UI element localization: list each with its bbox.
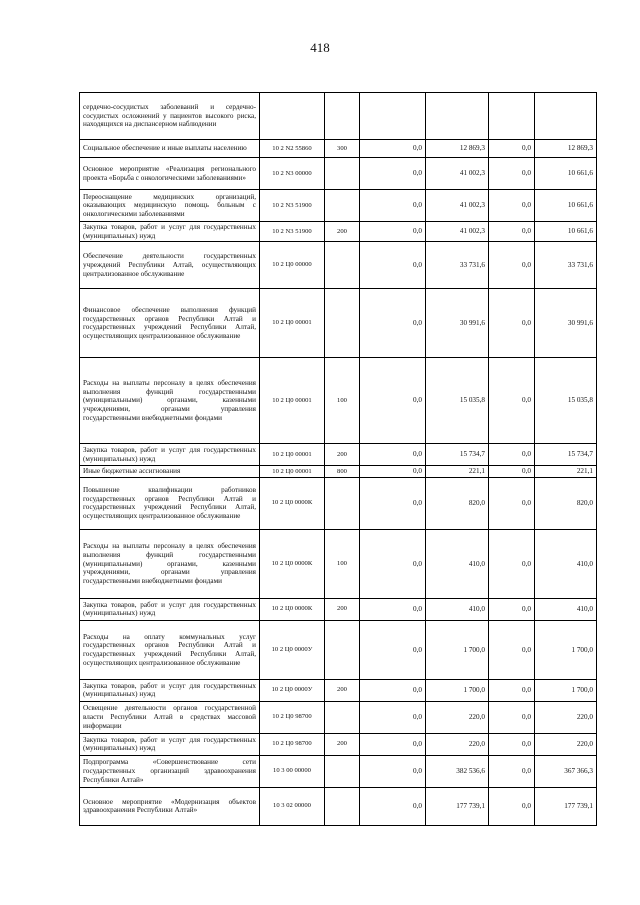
- amount-col-3: 0,0: [489, 289, 535, 358]
- amount-col-2: 177 739,1: [426, 787, 489, 825]
- amount-col-2: 1 700,0: [426, 620, 489, 679]
- amount-col-4: 30 991,6: [535, 289, 597, 358]
- target-code: 10 2 Ц0 0000У: [260, 620, 325, 679]
- target-code: 10 2 N3 51900: [260, 222, 325, 242]
- expense-type: 200: [325, 222, 360, 242]
- target-code: 10 2 Ц0 00001: [260, 444, 325, 466]
- amount-col-4: 177 739,1: [535, 787, 597, 825]
- expense-type: 200: [325, 444, 360, 466]
- amount-col-4: 820,0: [535, 477, 597, 529]
- amount-col-2: 410,0: [426, 529, 489, 598]
- row-name: Закупка товаров, работ и услуг для государственных (муниципальных) нужд: [80, 222, 260, 242]
- page-number: 418: [310, 40, 330, 55]
- table-row: [80, 701, 597, 733]
- amount-col-4: 1 700,0: [535, 679, 597, 701]
- target-code: 10 2 Ц0 0000У: [260, 679, 325, 701]
- row-name: Основное мероприятие «Реализация регионального проекта «Борьба с онкологическими заболеваниями»: [80, 158, 260, 190]
- amount-col-2: 15 035,8: [426, 358, 489, 444]
- amount-col-1: 0,0: [360, 289, 426, 358]
- amount-col-1: 0,0: [360, 222, 426, 242]
- table-row: [80, 289, 597, 358]
- amount-col-2: 220,0: [426, 733, 489, 755]
- expense-type: 100: [325, 529, 360, 598]
- expense-type: [325, 477, 360, 529]
- row-name: Закупка товаров, работ и услуг для государственных (муниципальных) нужд: [80, 444, 260, 466]
- table-row: [80, 140, 597, 158]
- amount-col-4: 12 869,3: [535, 140, 597, 158]
- amount-col-3: 0,0: [489, 190, 535, 222]
- amount-col-2: 382 536,6: [426, 755, 489, 787]
- amount-col-4: 220,0: [535, 733, 597, 755]
- amount-col-4: 410,0: [535, 529, 597, 598]
- amount-col-1: 0,0: [360, 140, 426, 158]
- row-name: сердечно-сосудистых заболеваний и сердечно-сосудистых осложнений у пациентов высокого риска, находящихся на диспансерном наблюдении: [80, 93, 260, 140]
- target-code: 10 3 02 00000: [260, 787, 325, 825]
- amount-col-2: 30 991,6: [426, 289, 489, 358]
- expense-type: [325, 787, 360, 825]
- expense-type: [325, 242, 360, 289]
- table-row: [80, 733, 597, 755]
- amount-col-2: 41 002,3: [426, 222, 489, 242]
- target-code: 10 2 Ц0 00000: [260, 242, 325, 289]
- target-code: 10 2 Ц0 00001: [260, 289, 325, 358]
- expense-type: 800: [325, 466, 360, 478]
- amount-col-4: 367 366,3: [535, 755, 597, 787]
- expense-type: 200: [325, 679, 360, 701]
- row-name: Закупка товаров, работ и услуг для государственных (муниципальных) нужд: [80, 733, 260, 755]
- table-row: [80, 598, 597, 620]
- amount-col-1: 0,0: [360, 466, 426, 478]
- expense-type: 300: [325, 140, 360, 158]
- amount-col-4: [535, 93, 597, 140]
- row-name: Расходы на выплаты персоналу в целях обеспечения выполнения функций государственными (муниципальными) органами, казенными учреждениями, органами управления государственными внебюджетными фондами: [80, 529, 260, 598]
- amount-col-4: 1 700,0: [535, 620, 597, 679]
- target-code: 10 2 Ц0 98700: [260, 701, 325, 733]
- amount-col-3: 0,0: [489, 733, 535, 755]
- amount-col-2: 41 002,3: [426, 158, 489, 190]
- amount-col-3: 0,0: [489, 598, 535, 620]
- target-code: 10 2 N2 55860: [260, 140, 325, 158]
- amount-col-1: 0,0: [360, 529, 426, 598]
- row-name: Расходы на выплаты персоналу в целях обеспечения выполнения функций государственными (муниципальными) органами, казенными учреждениями, органами управления государственными внебюджетными фондами: [80, 358, 260, 444]
- row-name: Переоснащение медицинских организаций, оказывающих медицинскую помощь больным с онкологическими заболеваниями: [80, 190, 260, 222]
- amount-col-3: 0,0: [489, 679, 535, 701]
- amount-col-4: 15 734,7: [535, 444, 597, 466]
- amount-col-4: 220,0: [535, 701, 597, 733]
- table-row: [80, 93, 597, 140]
- amount-col-2: 41 002,3: [426, 190, 489, 222]
- amount-col-4: 10 661,6: [535, 158, 597, 190]
- amount-col-3: 0,0: [489, 444, 535, 466]
- amount-col-3: 0,0: [489, 140, 535, 158]
- amount-col-1: 0,0: [360, 477, 426, 529]
- amount-col-4: 221,1: [535, 466, 597, 478]
- expense-type: 200: [325, 598, 360, 620]
- table-row: [80, 477, 597, 529]
- amount-col-3: 0,0: [489, 620, 535, 679]
- table-row: [80, 242, 597, 289]
- amount-col-2: 1 700,0: [426, 679, 489, 701]
- target-code: 10 3 00 00000: [260, 755, 325, 787]
- row-name: Обеспечение деятельности государственных учреждений Республики Алтай, осуществляющих централизованное обслуживание: [80, 242, 260, 289]
- amount-col-3: 0,0: [489, 222, 535, 242]
- amount-col-3: 0,0: [489, 477, 535, 529]
- amount-col-1: 0,0: [360, 679, 426, 701]
- amount-col-2: [426, 93, 489, 140]
- expense-type: [325, 93, 360, 140]
- target-code: 10 2 Ц0 98700: [260, 733, 325, 755]
- target-code: 10 2 Ц0 0000К: [260, 477, 325, 529]
- row-name: Иные бюджетные ассигнования: [80, 466, 260, 478]
- row-name: Основное мероприятие «Модернизация объектов здравоохранения Республики Алтай»: [80, 787, 260, 825]
- expense-type: [325, 701, 360, 733]
- amount-col-3: 0,0: [489, 242, 535, 289]
- amount-col-2: 820,0: [426, 477, 489, 529]
- amount-col-1: 0,0: [360, 158, 426, 190]
- expense-type: 100: [325, 358, 360, 444]
- target-code: 10 2 Ц0 0000К: [260, 529, 325, 598]
- amount-col-2: 221,1: [426, 466, 489, 478]
- amount-col-3: 0,0: [489, 787, 535, 825]
- target-code: 10 2 N3 51900: [260, 190, 325, 222]
- table-body: [80, 93, 597, 826]
- amount-col-3: 0,0: [489, 158, 535, 190]
- amount-col-4: 33 731,6: [535, 242, 597, 289]
- amount-col-1: [360, 93, 426, 140]
- amount-col-4: 15 035,8: [535, 358, 597, 444]
- amount-col-1: 0,0: [360, 701, 426, 733]
- budget-table: [79, 92, 597, 826]
- amount-col-1: 0,0: [360, 358, 426, 444]
- table-row: [80, 466, 597, 478]
- expense-type: 200: [325, 733, 360, 755]
- amount-col-1: 0,0: [360, 242, 426, 289]
- table-row: [80, 679, 597, 701]
- table-row: [80, 620, 597, 679]
- row-name: Повышение квалификации работников государственных органов Республики Алтай и государственных учреждений Республики Алтай, осуществляющих централизованное обслуживание: [80, 477, 260, 529]
- amount-col-3: 0,0: [489, 755, 535, 787]
- table-row: [80, 190, 597, 222]
- table-row: [80, 158, 597, 190]
- expense-type: [325, 755, 360, 787]
- table-row: [80, 222, 597, 242]
- row-name: Освещение деятельности органов государственной власти Республики Алтай в средствах массовой информации: [80, 701, 260, 733]
- amount-col-2: 12 869,3: [426, 140, 489, 158]
- table-row: [80, 529, 597, 598]
- amount-col-4: 410,0: [535, 598, 597, 620]
- table-row: [80, 787, 597, 825]
- target-code: 10 2 Ц0 00001: [260, 466, 325, 478]
- amount-col-4: 10 661,6: [535, 222, 597, 242]
- amount-col-3: 0,0: [489, 701, 535, 733]
- amount-col-1: 0,0: [360, 787, 426, 825]
- table-row: [80, 358, 597, 444]
- target-code: 10 2 N3 00000: [260, 158, 325, 190]
- amount-col-2: 33 731,6: [426, 242, 489, 289]
- amount-col-3: 0,0: [489, 466, 535, 478]
- row-name: Подпрограмма «Совершенствование сети государственных организаций здравоохранения Республики Алтай»: [80, 755, 260, 787]
- row-name: Финансовое обеспечение выполнения функций государственных органов Республики Алтай и государственных учреждений Республики Алтай, осуществляющих централизованное обслуживание: [80, 289, 260, 358]
- amount-col-1: 0,0: [360, 598, 426, 620]
- target-code: 10 2 Ц0 00001: [260, 358, 325, 444]
- amount-col-1: 0,0: [360, 733, 426, 755]
- amount-col-2: 410,0: [426, 598, 489, 620]
- row-name: Расходы на оплату коммунальных услуг государственных органов Республики Алтай и государственных учреждений Республики Алтай, осуществляющих централизованное обслуживание: [80, 620, 260, 679]
- amount-col-4: 10 661,6: [535, 190, 597, 222]
- amount-col-3: 0,0: [489, 358, 535, 444]
- amount-col-1: 0,0: [360, 755, 426, 787]
- table-row: [80, 444, 597, 466]
- expense-type: [325, 289, 360, 358]
- amount-col-1: 0,0: [360, 190, 426, 222]
- amount-col-1: 0,0: [360, 620, 426, 679]
- row-name: Закупка товаров, работ и услуг для государственных (муниципальных) нужд: [80, 679, 260, 701]
- expense-type: [325, 620, 360, 679]
- amount-col-2: 220,0: [426, 701, 489, 733]
- target-code: [260, 93, 325, 140]
- row-name: Социальное обеспечение и иные выплаты населению: [80, 140, 260, 158]
- row-name: Закупка товаров, работ и услуг для государственных (муниципальных) нужд: [80, 598, 260, 620]
- expense-type: [325, 158, 360, 190]
- amount-col-2: 15 734,7: [426, 444, 489, 466]
- target-code: 10 2 Ц0 0000К: [260, 598, 325, 620]
- amount-col-3: 0,0: [489, 529, 535, 598]
- amount-col-3: [489, 93, 535, 140]
- amount-col-1: 0,0: [360, 444, 426, 466]
- expense-type: [325, 190, 360, 222]
- table-row: [80, 755, 597, 787]
